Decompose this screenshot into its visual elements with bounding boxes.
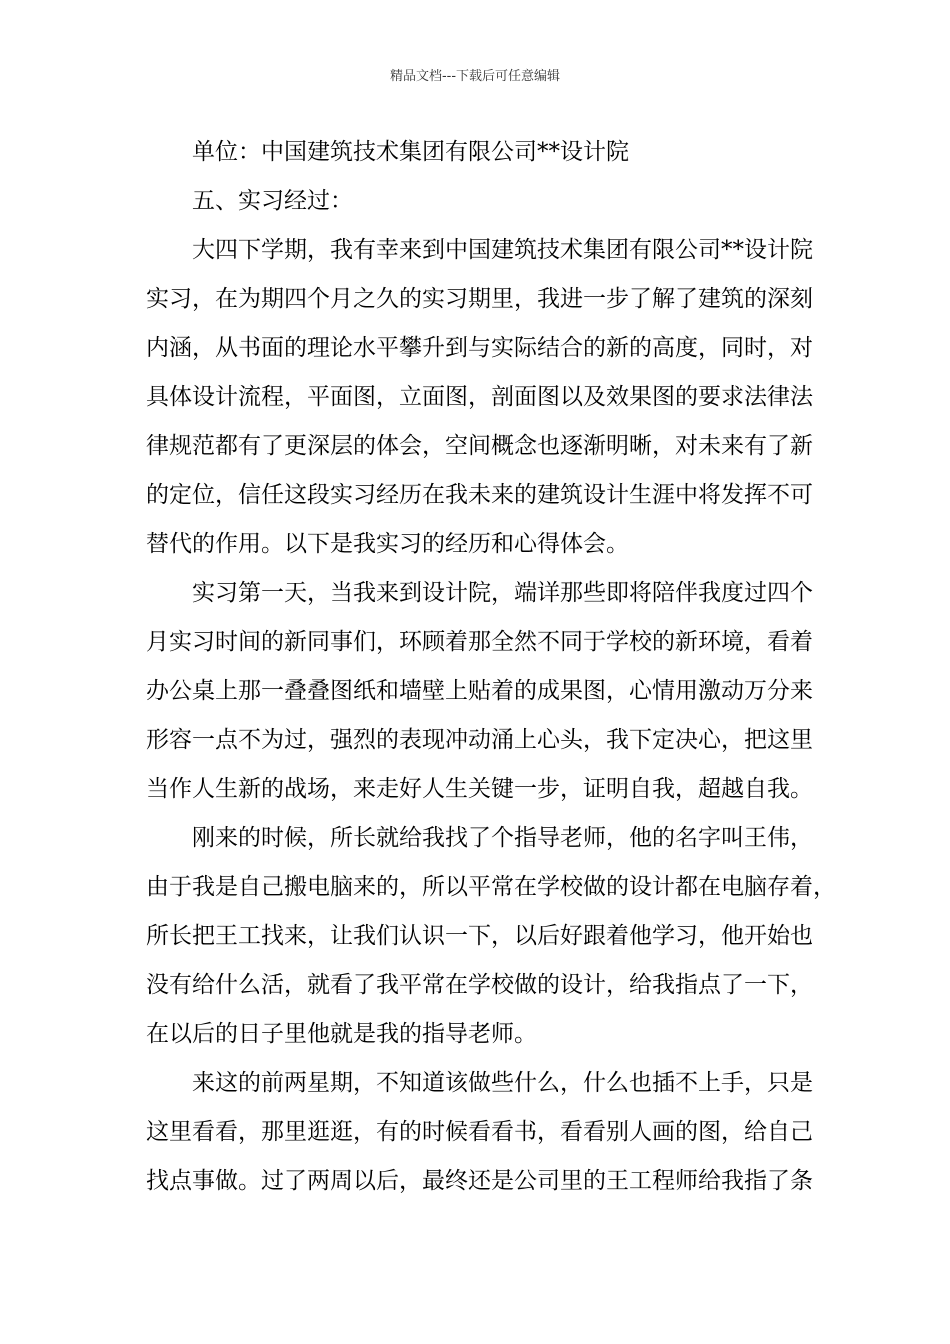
text-line: 形容一点不为过，强烈的表现冲动涌上心头，我下定决心，把这里 [146, 727, 813, 753]
paragraph [146, 1059, 826, 1206]
text-line: 的定位，信任这段实习经历在我未来的建筑设计生涯中将发挥不可 [146, 482, 813, 508]
text-line: 找点事做。过了两周以后，最终还是公司里的王工程师给我指了条 [146, 1168, 813, 1194]
text-line: 办公桌上那一叠叠图纸和墙壁上贴着的成果图，心情用激动万分来 [146, 678, 813, 704]
text-line: 由于我是自己搬电脑来的，所以平常在学校做的设计都在电脑存着， [146, 874, 836, 900]
page-header: 精品文档---下载后可任意编辑 [389, 69, 561, 84]
paragraph [146, 569, 826, 814]
text-line: 当作人生新的战场，来走好人生关键一步，证明自我，超越自我。 [146, 776, 813, 802]
text-line: 月实习时间的新同事们，环顾着那全然不同于学校的新环境，看着 [146, 629, 813, 655]
paragraph-section-heading [146, 177, 826, 226]
text-line: 所长把王工找来，让我们认识一下，以后好跟着他学习，他开始也 [146, 923, 813, 949]
text-line: 没有给什么活，就看了我平常在学校做的设计，给我指点了一下， [146, 972, 813, 998]
text-line: 律规范都有了更深层的体会，空间概念也逐渐明晰，对未来有了新 [146, 433, 813, 459]
text-line: 实习第一天，当我来到设计院，端详那些即将陪伴我度过四个 [192, 580, 813, 606]
paragraph [146, 226, 826, 569]
text-line: 刚来的时候，所长就给我找了个指导老师，他的名字叫王伟， [192, 825, 813, 851]
text-line: 大四下学期，我有幸来到中国建筑技术集团有限公司**设计院 [192, 237, 813, 263]
paragraph [146, 814, 836, 1059]
section-heading: 五、实习经过： [192, 188, 353, 214]
text-line: 在以后的日子里他就是我的指导老师。 [146, 1021, 537, 1047]
text-line: 单位：中国建筑技术集团有限公司**设计院 [192, 139, 629, 165]
text-line: 实习，在为期四个月之久的实习期里，我进一步了解了建筑的深刻 [146, 286, 813, 312]
text-line: 替代的作用。以下是我实习的经历和心得体会。 [146, 531, 629, 557]
text-line: 来这的前两星期，不知道该做些什么，什么也插不上手，只是 [192, 1070, 813, 1096]
text-line: 内涵，从书面的理论水平攀升到与实际结合的新的高度，同时，对 [146, 335, 813, 361]
text-line: 具体设计流程，平面图，立面图，剖面图以及效果图的要求法律法 [146, 384, 813, 410]
paragraph-unit [146, 128, 826, 177]
document-body [146, 128, 836, 1206]
text-line: 这里看看，那里逛逛，有的时候看看书，看看别人画的图，给自己 [146, 1119, 813, 1145]
